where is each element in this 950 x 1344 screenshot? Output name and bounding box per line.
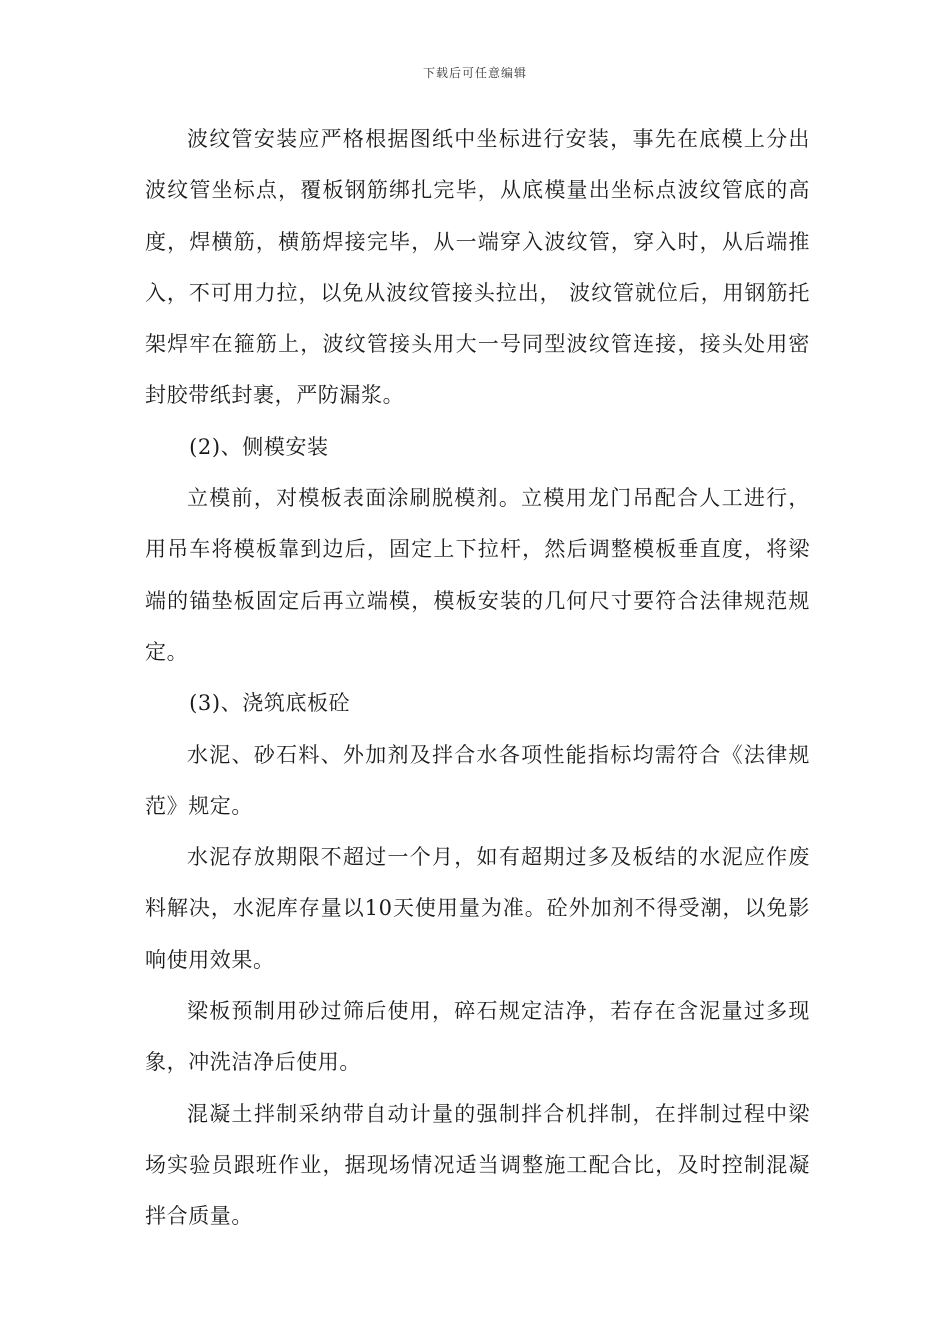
section-heading-bottom-slab-concrete: (3)、浇筑底板砼	[189, 691, 351, 716]
section-heading-side-formwork: (2)、侧模安装	[189, 434, 329, 459]
paragraph-cement-storage: 水泥存放期限不超过一个月，如有超期过多及板结的水泥应作废料解决，水泥库存量以10天使用量为准。砼外加剂不得受潮，以免影响使用效果。	[145, 845, 810, 972]
paragraph-concrete-mixing: 混凝土拌制采纳带自动计量的强制拌合机拌制，在拌制过程中梁场实验员跟班作业，据现场情况适当调整施工配合比，及时控制混凝拌合质量。	[145, 1101, 810, 1229]
paragraph-sand-gravel: 梁板预制用砂过筛后使用，碎石规定洁净，若存在含泥量过多现象，冲洗洁净后使用。	[145, 999, 810, 1075]
page-header: 下载后可任意编辑	[422, 66, 527, 80]
paragraph-side-formwork: 立模前，对模板表面涂刷脱模剂。立模用龙门吊配合人工进行，用吊车将模板靠到边后，固定上下拉杆，然后调整模板垂直度，将梁端的锚垫板固定后再立端模，模板安装的几何尺寸要符合法律规范规定。	[145, 486, 810, 664]
document-body	[145, 114, 810, 1243]
paragraph-corrugated-pipe-installation: 波纹管安装应严格根据图纸中坐标进行安装，事先在底模上分出波纹管坐标点，覆板钢筋绑扎完毕，从底模量出坐标点波纹管底的高度，焊横筋，横筋焊接完毕，从一端穿入波纹管，穿入时，从后端推入，不可用力拉，以免从波纹管接头拉出， 波纹管就位后，用钢筋托架焊牢在箍筋上，波纹管接头用大一号同型波纹管连接，接头处用密封胶带纸封裹，严防漏浆。	[145, 127, 810, 408]
paragraph-materials-spec: 水泥、砂石料、外加剂及拌合水各项性能指标均需符合《法律规范》规定。	[145, 742, 810, 818]
